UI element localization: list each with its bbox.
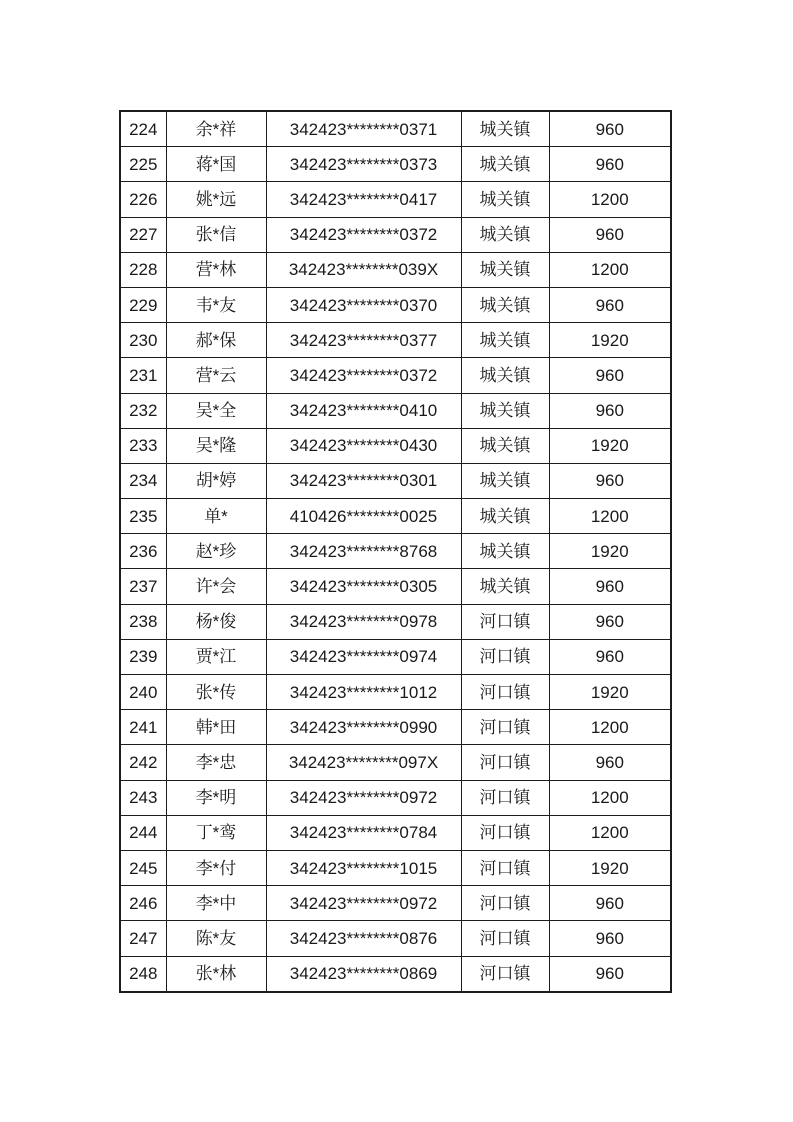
masked-id-cell: 342423********0876 [266,921,461,956]
masked-name-cell: 韩*田 [166,710,266,745]
town-cell: 城关镇 [461,252,549,287]
row-number-cell: 228 [120,252,166,287]
town-cell: 城关镇 [461,182,549,217]
table-row [120,358,671,393]
town-cell: 河口镇 [461,675,549,710]
town-cell: 河口镇 [461,815,549,850]
town-cell: 城关镇 [461,287,549,322]
town-cell: 河口镇 [461,604,549,639]
amount-cell: 960 [549,956,671,992]
table-row [120,534,671,569]
masked-name-cell: 李*忠 [166,745,266,780]
table-row [120,287,671,322]
table-row [120,252,671,287]
table-row [120,675,671,710]
table-row [120,393,671,428]
town-cell: 河口镇 [461,850,549,885]
town-cell: 河口镇 [461,745,549,780]
masked-id-cell: 342423********0377 [266,323,461,358]
row-number-cell: 238 [120,604,166,639]
row-number-cell: 226 [120,182,166,217]
masked-name-cell: 张*传 [166,675,266,710]
town-cell: 城关镇 [461,569,549,604]
amount-cell: 1920 [549,428,671,463]
town-cell: 城关镇 [461,428,549,463]
town-cell: 城关镇 [461,534,549,569]
masked-id-cell: 342423********0972 [266,886,461,921]
row-number-cell: 241 [120,710,166,745]
masked-name-cell: 胡*婷 [166,463,266,498]
masked-name-cell: 李*付 [166,850,266,885]
table-row [120,147,671,182]
table-row [120,217,671,252]
town-cell: 河口镇 [461,886,549,921]
row-number-cell: 233 [120,428,166,463]
table-row [120,569,671,604]
row-number-cell: 244 [120,815,166,850]
table-row [120,639,671,674]
masked-id-cell: 342423********0370 [266,287,461,322]
row-number-cell: 234 [120,463,166,498]
masked-id-cell: 342423********0417 [266,182,461,217]
amount-cell: 960 [549,287,671,322]
masked-name-cell: 李*明 [166,780,266,815]
town-cell: 河口镇 [461,780,549,815]
town-cell: 城关镇 [461,323,549,358]
masked-name-cell: 赵*珍 [166,534,266,569]
table-row [120,745,671,780]
town-cell: 河口镇 [461,921,549,956]
row-number-cell: 225 [120,147,166,182]
masked-id-cell: 342423********0869 [266,956,461,992]
amount-cell: 960 [549,639,671,674]
masked-name-cell: 蒋*国 [166,147,266,182]
masked-id-cell: 342423********0372 [266,217,461,252]
masked-id-cell: 342423********1012 [266,675,461,710]
amount-cell: 960 [549,147,671,182]
row-number-cell: 224 [120,111,166,147]
masked-name-cell: 贾*江 [166,639,266,674]
row-number-cell: 245 [120,850,166,885]
town-cell: 河口镇 [461,639,549,674]
masked-id-cell: 342423********0974 [266,639,461,674]
row-number-cell: 240 [120,675,166,710]
masked-id-cell: 342423********0301 [266,463,461,498]
row-number-cell: 237 [120,569,166,604]
table-row [120,850,671,885]
subsidy-roster-table-body [120,111,671,992]
row-number-cell: 243 [120,780,166,815]
masked-name-cell: 单* [166,499,266,534]
table-row [120,463,671,498]
row-number-cell: 227 [120,217,166,252]
masked-name-cell: 陈*友 [166,921,266,956]
masked-name-cell: 张*信 [166,217,266,252]
masked-id-cell: 342423********0990 [266,710,461,745]
row-number-cell: 242 [120,745,166,780]
masked-id-cell: 342423********039X [266,252,461,287]
masked-name-cell: 郝*保 [166,323,266,358]
amount-cell: 960 [549,745,671,780]
table-row [120,886,671,921]
masked-name-cell: 许*会 [166,569,266,604]
town-cell: 河口镇 [461,710,549,745]
amount-cell: 960 [549,111,671,147]
masked-name-cell: 李*中 [166,886,266,921]
masked-id-cell: 342423********0784 [266,815,461,850]
town-cell: 城关镇 [461,358,549,393]
masked-id-cell: 342423********0978 [266,604,461,639]
amount-cell: 1200 [549,815,671,850]
masked-name-cell: 姚*远 [166,182,266,217]
amount-cell: 1920 [549,534,671,569]
masked-name-cell: 营*林 [166,252,266,287]
row-number-cell: 246 [120,886,166,921]
table-row [120,710,671,745]
masked-id-cell: 342423********1015 [266,850,461,885]
masked-id-cell: 342423********0305 [266,569,461,604]
amount-cell: 960 [549,393,671,428]
masked-id-cell: 342423********0373 [266,147,461,182]
amount-cell: 960 [549,463,671,498]
row-number-cell: 235 [120,499,166,534]
masked-id-cell: 342423********0372 [266,358,461,393]
amount-cell: 960 [549,217,671,252]
town-cell: 城关镇 [461,393,549,428]
masked-name-cell: 营*云 [166,358,266,393]
row-number-cell: 236 [120,534,166,569]
town-cell: 城关镇 [461,217,549,252]
row-number-cell: 229 [120,287,166,322]
masked-name-cell: 吴*全 [166,393,266,428]
amount-cell: 1200 [549,252,671,287]
masked-name-cell: 韦*友 [166,287,266,322]
table-row [120,921,671,956]
amount-cell: 1920 [549,675,671,710]
table-row [120,182,671,217]
amount-cell: 1920 [549,323,671,358]
row-number-cell: 232 [120,393,166,428]
amount-cell: 960 [549,921,671,956]
amount-cell: 1200 [549,710,671,745]
masked-name-cell: 杨*俊 [166,604,266,639]
masked-name-cell: 张*林 [166,956,266,992]
amount-cell: 1920 [549,850,671,885]
amount-cell: 1200 [549,499,671,534]
town-cell: 河口镇 [461,956,549,992]
amount-cell: 960 [549,604,671,639]
amount-cell: 1200 [549,182,671,217]
amount-cell: 960 [549,358,671,393]
masked-name-cell: 丁*鸾 [166,815,266,850]
masked-id-cell: 342423********097X [266,745,461,780]
masked-id-cell: 342423********0410 [266,393,461,428]
table-row [120,111,671,147]
masked-id-cell: 342423********0430 [266,428,461,463]
table-row [120,815,671,850]
town-cell: 城关镇 [461,147,549,182]
row-number-cell: 239 [120,639,166,674]
amount-cell: 960 [549,569,671,604]
table-row [120,604,671,639]
table-row [120,956,671,992]
masked-id-cell: 342423********0972 [266,780,461,815]
town-cell: 城关镇 [461,499,549,534]
table-row [120,323,671,358]
masked-name-cell: 余*祥 [166,111,266,147]
table-row [120,428,671,463]
table-row [120,499,671,534]
masked-name-cell: 吴*隆 [166,428,266,463]
masked-id-cell: 342423********0371 [266,111,461,147]
table-row [120,780,671,815]
masked-id-cell: 342423********8768 [266,534,461,569]
town-cell: 城关镇 [461,463,549,498]
masked-id-cell: 410426********0025 [266,499,461,534]
row-number-cell: 231 [120,358,166,393]
row-number-cell: 248 [120,956,166,992]
amount-cell: 960 [549,886,671,921]
subsidy-roster-table [119,110,672,993]
amount-cell: 1200 [549,780,671,815]
row-number-cell: 230 [120,323,166,358]
row-number-cell: 247 [120,921,166,956]
town-cell: 城关镇 [461,111,549,147]
